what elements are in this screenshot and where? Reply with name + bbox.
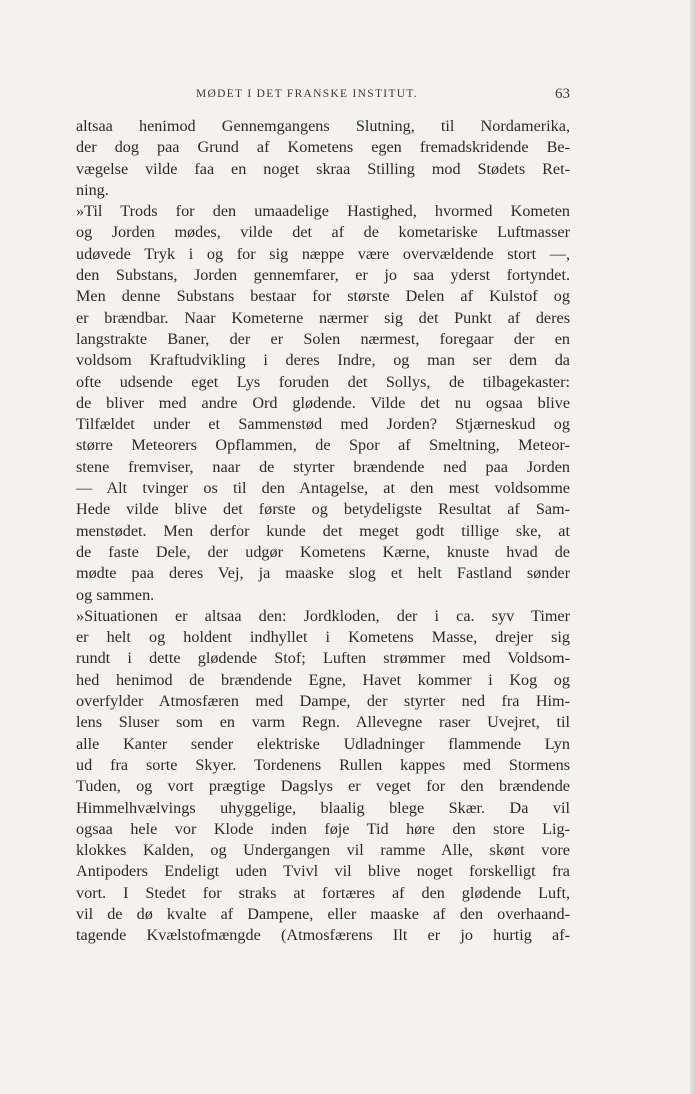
page-edge	[690, 0, 696, 1094]
text-line: ofte udsende eget Lys foruden det Sollys, de tilbagekaster:	[76, 372, 570, 391]
text-line: større Meteorers Opflammen, de Spor af Smeltning, Meteor-	[76, 436, 570, 455]
text-line: Antipoders Endeligt uden Tvivl vil blive noget forskelligt fra	[76, 862, 570, 881]
text-line: alle Kanter sender elektriske Udladninger flammende Lyn	[76, 734, 570, 753]
text-line: overfylder Atmosfæren med Dampe, der styrter ned fra Him-	[76, 692, 570, 711]
running-header	[76, 86, 570, 108]
text-line: »Situationen er altsaa den: Jordkloden, der i ca. syv Timer	[76, 606, 570, 625]
body-text	[76, 116, 570, 947]
text-line: der dog paa Grund af Kometens egen fremadskridende Be-	[76, 138, 570, 157]
text-line: menstødet. Men derfor kunde det meget godt tillige ske, at	[76, 521, 570, 540]
text-line: ud fra sorte Skyer. Tordenens Rullen kappes med Stormens	[76, 755, 570, 774]
text-line: vægelse vilde faa en noget skraa Stilling mod Stødets Ret-	[76, 159, 570, 178]
text-line: de bliver med andre Ord glødende. Vilde det nu ogsaa blive	[76, 393, 570, 412]
text-line: udøvede Tryk i og for sig næppe være overvældende stort —,	[76, 244, 570, 263]
text-line: — Alt tvinger os til den Antagelse, at den mest voldsomme	[76, 479, 570, 498]
text-line: tagende Kvælstofmængde (Atmosfærens Ilt er jo hurtig af-	[76, 926, 570, 945]
text-line: altsaa henimod Gennemgangens Slutning, til Nordamerika,	[76, 117, 570, 135]
text-line: og Jorden mødes, vilde det af de kometariske Luftmasser	[76, 223, 570, 242]
text-line: er brændbar. Naar Kometerne nærmer sig det Punkt af deres	[76, 308, 570, 327]
running-title: MØDET I DET FRANSKE INSTITUT.	[196, 88, 419, 100]
text-line: Men denne Substans bestaar for største Delen af Kulstof og	[76, 287, 570, 306]
text-line: klokkes Kalden, og Undergangen vil ramme Alle, skønt vore	[76, 841, 570, 860]
text-line: vil de dø kvalte af Dampene, eller maaske af den overhaand-	[76, 904, 570, 923]
text-line: langstrakte Baner, der er Solen nærmest, foregaar der en	[76, 329, 570, 348]
text-line: de faste Dele, der udgør Kometens Kærne, knuste hvad de	[76, 542, 570, 561]
page-number: 63	[555, 86, 570, 102]
text-line: Himmelhvælvings uhyggelige, blaalig blege Skær. Da vil	[76, 798, 570, 817]
text-line: Hede vilde blive det første og betydeligste Resultat af Sam-	[76, 500, 570, 519]
text-line: den Substans, Jorden gennemfarer, er jo saa yderst fortyndet.	[76, 266, 570, 285]
text-line: stene fremviser, naar de styrter brændende ned paa Jorden	[76, 457, 570, 476]
text-line: hed henimod de brændende Egne, Havet kommer i Kog og	[76, 670, 570, 689]
text-line: Tilfældet under et Sammenstød med Jorden? Stjærneskud og	[76, 415, 570, 434]
text-line: »Til Trods for den umaadelige Hastighed, hvormed Kometen	[76, 202, 570, 221]
text-line: og sammen.	[76, 585, 155, 604]
text-line: er helt og holdent indhyllet i Kometens Masse, drejer sig	[76, 628, 570, 647]
text-line: ogsaa hele vor Klode inden føje Tid høre den store Lig-	[76, 819, 570, 838]
text-line: rundt i dette glødende Stof; Luften strømmer med Voldsom-	[76, 649, 570, 668]
text-line: mødte paa deres Vej, ja maaske slog et helt Fastland sønder	[76, 564, 570, 583]
text-line: lens Sluser som en varm Regn. Allevegne raser Uvejret, til	[76, 713, 570, 732]
text-line: Tuden, og vort prægtige Dagslys er veget for den brændende	[76, 777, 570, 796]
text-line: vort. I Stedet for straks at fortæres af den glødende Luft,	[76, 883, 570, 902]
text-line: voldsom Kraftudvikling i deres Indre, og man ser dem da	[76, 351, 570, 370]
text-line: ning.	[76, 180, 109, 199]
